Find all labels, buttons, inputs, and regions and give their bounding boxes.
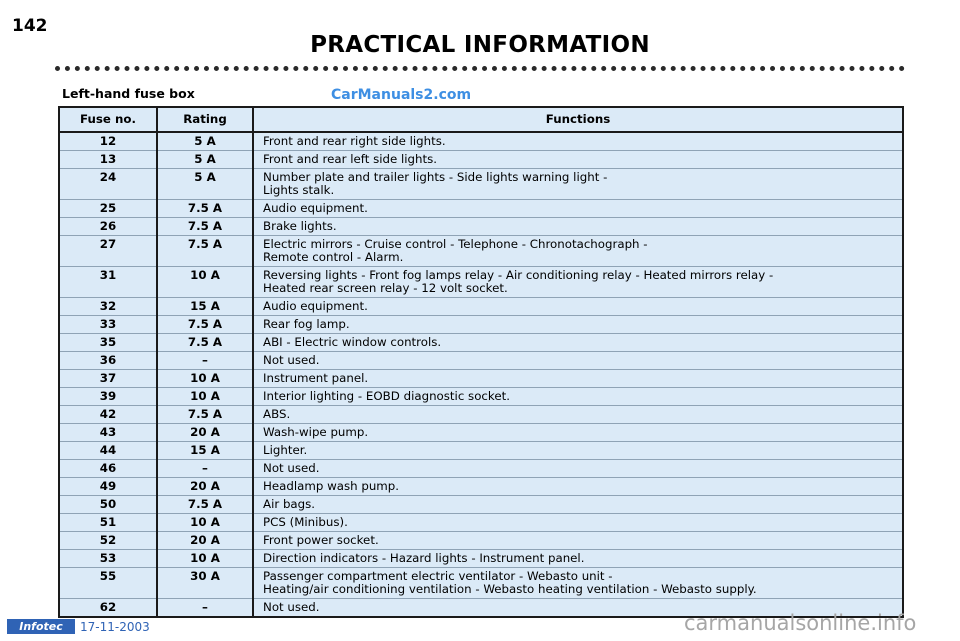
table-row — [59, 298, 903, 316]
fuse-functions — [253, 424, 903, 442]
function-line: Audio equipment. — [263, 299, 368, 313]
fuse-rating: 5 A — [157, 151, 253, 169]
fuse-functions — [253, 352, 903, 370]
fuse-number: 44 — [59, 442, 157, 460]
function-line: Reversing lights - Front fog lamps relay - Air conditioning relay - Heated mirrors relay - — [263, 268, 774, 282]
table-row — [59, 514, 903, 532]
fuse-rating: – — [157, 352, 253, 370]
function-line: Brake lights. — [263, 219, 337, 233]
fuse-rating: 5 A — [157, 169, 253, 200]
table-row — [59, 132, 903, 151]
fuse-rating: 30 A — [157, 568, 253, 599]
table-row — [59, 316, 903, 334]
fuse-table-body — [59, 132, 903, 617]
fuse-number: 42 — [59, 406, 157, 424]
fuse-number: 37 — [59, 370, 157, 388]
function-line: Heated rear screen relay - 12 volt socket. — [263, 281, 508, 295]
table-row — [59, 406, 903, 424]
fuse-number: 12 — [59, 132, 157, 151]
fuse-rating: 7.5 A — [157, 200, 253, 218]
fuse-rating: 10 A — [157, 550, 253, 568]
table-row — [59, 568, 903, 599]
fuse-rating: 20 A — [157, 532, 253, 550]
fuse-rating: 7.5 A — [157, 316, 253, 334]
function-line: Lights stalk. — [263, 183, 335, 197]
fuse-number: 26 — [59, 218, 157, 236]
infotec-logo: Infotec — [7, 619, 75, 634]
table-row — [59, 370, 903, 388]
table-row — [59, 460, 903, 478]
table-row — [59, 550, 903, 568]
fuse-functions — [253, 334, 903, 352]
fuse-functions — [253, 514, 903, 532]
table-row — [59, 200, 903, 218]
table-row — [59, 424, 903, 442]
fuse-number: 36 — [59, 352, 157, 370]
fuse-rating: 10 A — [157, 514, 253, 532]
fuse-table — [58, 106, 904, 618]
function-line: ABS. — [263, 407, 291, 421]
fuse-number: 13 — [59, 151, 157, 169]
fuse-rating: – — [157, 460, 253, 478]
fuse-number: 43 — [59, 424, 157, 442]
fuse-rating: 20 A — [157, 424, 253, 442]
fuse-number: 62 — [59, 599, 157, 618]
header-fuse-no: Fuse no. — [59, 107, 157, 132]
fuse-number: 51 — [59, 514, 157, 532]
fuse-functions — [253, 200, 903, 218]
fuse-number: 25 — [59, 200, 157, 218]
fuse-rating: 10 A — [157, 267, 253, 298]
fuse-functions — [253, 218, 903, 236]
table-row — [59, 532, 903, 550]
function-line: PCS (Minibus). — [263, 515, 348, 529]
function-line: Direction indicators - Hazard lights - Instrument panel. — [263, 551, 585, 565]
table-row — [59, 496, 903, 514]
fuse-functions — [253, 388, 903, 406]
function-line: ABI - Electric window controls. — [263, 335, 442, 349]
table-row — [59, 442, 903, 460]
function-line: Audio equipment. — [263, 201, 368, 215]
function-line: Interior lighting - EOBD diagnostic socket. — [263, 389, 510, 403]
fuse-number: 52 — [59, 532, 157, 550]
table-row — [59, 151, 903, 169]
fuse-number: 39 — [59, 388, 157, 406]
fuse-functions — [253, 151, 903, 169]
fuse-functions — [253, 496, 903, 514]
function-line: Electric mirrors - Cruise control - Telephone - Chronotachograph - — [263, 237, 648, 251]
fuse-rating: 7.5 A — [157, 218, 253, 236]
table-row — [59, 478, 903, 496]
section-title: Left-hand fuse box — [62, 86, 195, 101]
fuse-functions — [253, 236, 903, 267]
fuse-rating: 20 A — [157, 478, 253, 496]
fuse-number: 31 — [59, 267, 157, 298]
fuse-functions — [253, 550, 903, 568]
fuse-functions — [253, 169, 903, 200]
function-line: Air bags. — [263, 497, 316, 511]
table-row — [59, 334, 903, 352]
fuse-functions — [253, 532, 903, 550]
watermark-bottom: carmanualsonline.info — [684, 611, 917, 635]
fuse-functions — [253, 267, 903, 298]
fuse-number: 32 — [59, 298, 157, 316]
fuse-rating: – — [157, 599, 253, 618]
function-line: Headlamp wash pump. — [263, 479, 400, 493]
fuse-number: 50 — [59, 496, 157, 514]
function-line: Not used. — [263, 600, 320, 614]
function-line: Not used. — [263, 461, 320, 475]
table-row — [59, 169, 903, 200]
fuse-functions — [253, 568, 903, 599]
fuse-rating: 10 A — [157, 388, 253, 406]
function-line: Front power socket. — [263, 533, 379, 547]
function-line: Rear fog lamp. — [263, 317, 350, 331]
fuse-rating: 15 A — [157, 298, 253, 316]
fuse-number: 24 — [59, 169, 157, 200]
fuse-functions — [253, 478, 903, 496]
fuse-number: 55 — [59, 568, 157, 599]
fuse-number: 49 — [59, 478, 157, 496]
fuse-rating: 7.5 A — [157, 236, 253, 267]
table-header-row — [59, 107, 903, 132]
dotted-divider — [55, 66, 905, 71]
footer-date: 17-11-2003 — [80, 620, 150, 634]
fuse-functions — [253, 298, 903, 316]
fuse-rating: 10 A — [157, 370, 253, 388]
fuse-functions — [253, 370, 903, 388]
fuse-rating: 7.5 A — [157, 334, 253, 352]
fuse-functions — [253, 316, 903, 334]
function-line: Passenger compartment electric ventilator - Webasto unit - — [263, 569, 613, 583]
function-line: Front and rear right side lights. — [263, 134, 446, 148]
fuse-rating: 7.5 A — [157, 496, 253, 514]
header-rating: Rating — [157, 107, 253, 132]
fuse-number: 33 — [59, 316, 157, 334]
fuse-number: 46 — [59, 460, 157, 478]
page-title: PRACTICAL INFORMATION — [310, 32, 650, 58]
fuse-rating: 7.5 A — [157, 406, 253, 424]
function-line: Wash-wipe pump. — [263, 425, 369, 439]
table-row — [59, 352, 903, 370]
function-line: Heating/air conditioning ventilation - Webasto heating ventilation - Webasto supply. — [263, 582, 757, 596]
fuse-functions — [253, 132, 903, 151]
fuse-functions — [253, 460, 903, 478]
fuse-rating: 15 A — [157, 442, 253, 460]
watermark-top: CarManuals2.com — [331, 87, 472, 103]
fuse-functions — [253, 442, 903, 460]
function-line: Remote control - Alarm. — [263, 250, 404, 264]
table-row — [59, 236, 903, 267]
function-line: Instrument panel. — [263, 371, 369, 385]
function-line: Not used. — [263, 353, 320, 367]
fuse-rating: 5 A — [157, 132, 253, 151]
function-line: Lighter. — [263, 443, 308, 457]
function-line: Front and rear left side lights. — [263, 152, 438, 166]
fuse-number: 27 — [59, 236, 157, 267]
page-number: 142 — [12, 16, 48, 36]
function-line: Number plate and trailer lights - Side lights warning light - — [263, 170, 608, 184]
table-row — [59, 388, 903, 406]
header-functions: Functions — [253, 107, 903, 132]
fuse-functions — [253, 406, 903, 424]
fuse-number: 53 — [59, 550, 157, 568]
table-row — [59, 267, 903, 298]
table-row — [59, 218, 903, 236]
fuse-number: 35 — [59, 334, 157, 352]
